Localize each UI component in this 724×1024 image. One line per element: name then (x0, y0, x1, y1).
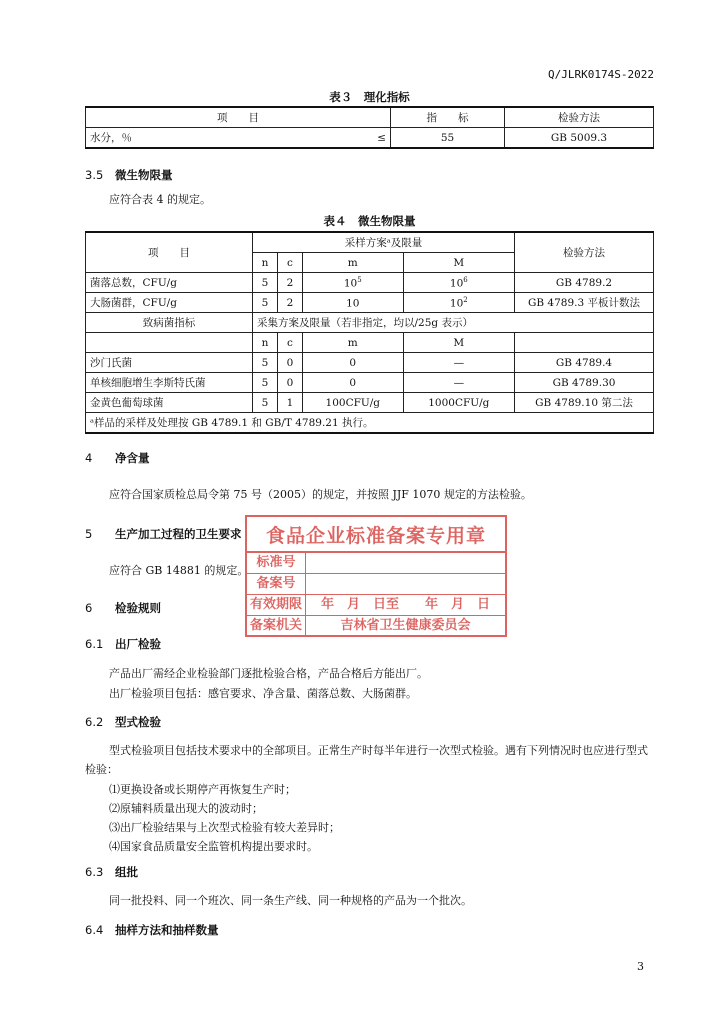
table4-subheader-c: c (278, 333, 303, 353)
table3-header-method: 检验方法 (505, 107, 654, 128)
table4-cell-method: GB 4789.10 第二法 (515, 393, 654, 413)
table4-cell-method: GB 4789.4 (515, 353, 654, 373)
table4-cell-m: 0 (302, 373, 403, 393)
table4-cell-M: $10^6$ (403, 273, 514, 293)
table4-header-M: M (403, 253, 514, 273)
table4-cell-c: 0 (278, 373, 303, 393)
table4-pathogen-label: 致病菌指标 (86, 313, 253, 333)
table4-cell-M: — (403, 373, 514, 393)
table4-cell-n: 5 (253, 353, 278, 373)
section-6-3-text: 同一批投料、同一个班次、同一条生产线、同一种规格的产品为一个批次。 (109, 894, 472, 907)
table-row (86, 353, 654, 373)
section-6-1-para2: 出厂检验项目包括：感官要求、净含量、菌落总数、大肠菌群。 (109, 687, 417, 700)
table-row (86, 393, 654, 413)
table4-cell-M: $10^2$ (403, 293, 514, 313)
section-6-2-para1: 型式检验项目包括技术要求中的全部项目。正常生产时每半年进行一次型式检验。遇有下列情况时也应进行型式检验： (85, 744, 648, 776)
table4-cell-item: 沙门氏菌 (86, 353, 253, 373)
section-6-2-item-1: ⑴更换设备或长期停产再恢复生产时； (109, 783, 296, 796)
stamp-row: 标准号 (247, 553, 505, 574)
table4-cell-c: 2 (278, 293, 303, 313)
section-5-text: 应符合 GB 14881 的规定。 (109, 564, 249, 577)
table4-cell-method: GB 4789.3 平板计数法 (515, 293, 654, 313)
section-6-4-heading: 6.4 抽样方法和抽样数量 (85, 923, 219, 937)
stamp-row: 备案号 (247, 574, 505, 595)
table-row (86, 373, 654, 393)
table4-cell-m: $10^5$ (302, 273, 403, 293)
table4-cell-m: 0 (302, 353, 403, 373)
section-6-2-item-2: ⑵原辅料质量出现大的波动时； (109, 802, 263, 815)
table4-cell-n: 5 (253, 293, 278, 313)
table3-caption: 表３ 理化指标 (329, 90, 410, 104)
table4-cell-M: — (403, 353, 514, 373)
table3-cell-item: 水分，％ (86, 128, 363, 149)
table4-cell-item: 菌落总数，CFU/g (86, 273, 253, 293)
table3-cell-op: ≤ (362, 128, 391, 149)
stamp-row: 有效期限 年 月 日至 年 月 日 (247, 595, 505, 616)
table4-cell-item: 单核细胞增生李斯特氏菌 (86, 373, 253, 393)
table4-cell-c: 1 (278, 393, 303, 413)
table4-pathogen-plan: 采集方案及限量（若非指定，均以/25g 表示） (253, 313, 654, 333)
table3-cell-value: 55 (391, 128, 505, 149)
table4-header-m: m (302, 253, 403, 273)
table4-footnote: ᵃ样品的采样及处理按 GB 4789.1 和 GB/T 4789.21 执行。 (86, 413, 654, 434)
table4-cell-n: 5 (253, 273, 278, 293)
table4-cell-n: 5 (253, 373, 278, 393)
table3-header-index: 指 标 (391, 107, 505, 128)
stamp-title: 食品企业标准备案专用章 (247, 517, 505, 553)
stamp-row: 备案机关 吉林省卫生健康委员会 (247, 616, 505, 636)
table3-cell-method: GB 5009.3 (505, 128, 654, 149)
table4-cell-item: 金黄色葡萄球菌 (86, 393, 253, 413)
page-number: 3 (637, 960, 644, 973)
table4-header-method: 检验方法 (515, 232, 654, 273)
table4-cell-m: 100CFU/g (302, 393, 403, 413)
section-6-2-item-4: ⑷国家食品质量安全监管机构提出要求时。 (109, 840, 318, 853)
section-6-heading: 6 检验规则 (85, 601, 161, 615)
section-6-2-heading: 6.2 型式检验 (85, 715, 161, 729)
table4-subheader-m: m (302, 333, 403, 353)
table-row (86, 273, 654, 293)
section-3-5-heading: 3.5 微生物限量 (85, 168, 173, 182)
section-6-1-heading: 6.1 出厂检验 (85, 637, 161, 651)
section-5-heading: 5 生产加工过程的卫生要求 (85, 527, 242, 541)
table3-header-item: 项 目 (86, 107, 391, 128)
standard-code: Q/JLRK0174S-2022 (548, 68, 654, 81)
table4-subheader-n: n (253, 333, 278, 353)
section-6-3-heading: 6.3 组批 (85, 865, 138, 879)
section-6-2-item-3: ⑶出厂检验结果与上次型式检验有较大差异时； (109, 821, 340, 834)
section-3-5-text: 应符合表 4 的规定。 (109, 193, 211, 206)
table-row (86, 293, 654, 313)
table4-cell-item: 大肠菌群，CFU/g (86, 293, 253, 313)
table4-cell-c: 0 (278, 353, 303, 373)
section-4-heading: 4 净含量 (85, 451, 150, 465)
section-6-1-para1: 产品出厂需经企业检验部门逐批检验合格，产品合格后方能出厂。 (109, 667, 428, 680)
table4-caption: 表４ 微生物限量 (323, 214, 416, 228)
table4-cell-c: 2 (278, 273, 303, 293)
table4-header-plan: 采样方案ᵃ及限量 (253, 232, 515, 253)
section-4-text: 应符合国家质检总局令第 75 号（2005）的规定，并按照 JJF 1070 规定的方法检验。 (109, 488, 532, 501)
table4-cell-method: GB 4789.2 (515, 273, 654, 293)
table4-cell-m: 10 (302, 293, 403, 313)
table4 (85, 231, 654, 434)
table4-subheader-M: M (403, 333, 514, 353)
table3 (85, 106, 654, 149)
table4-header-item: 项 目 (86, 232, 253, 273)
table4-header-n: n (253, 253, 278, 273)
table4-cell-method: GB 4789.30 (515, 373, 654, 393)
table4-cell-n: 5 (253, 393, 278, 413)
table4-header-c: c (278, 253, 303, 273)
filing-stamp (245, 515, 507, 637)
table4-cell-M: 1000CFU/g (403, 393, 514, 413)
